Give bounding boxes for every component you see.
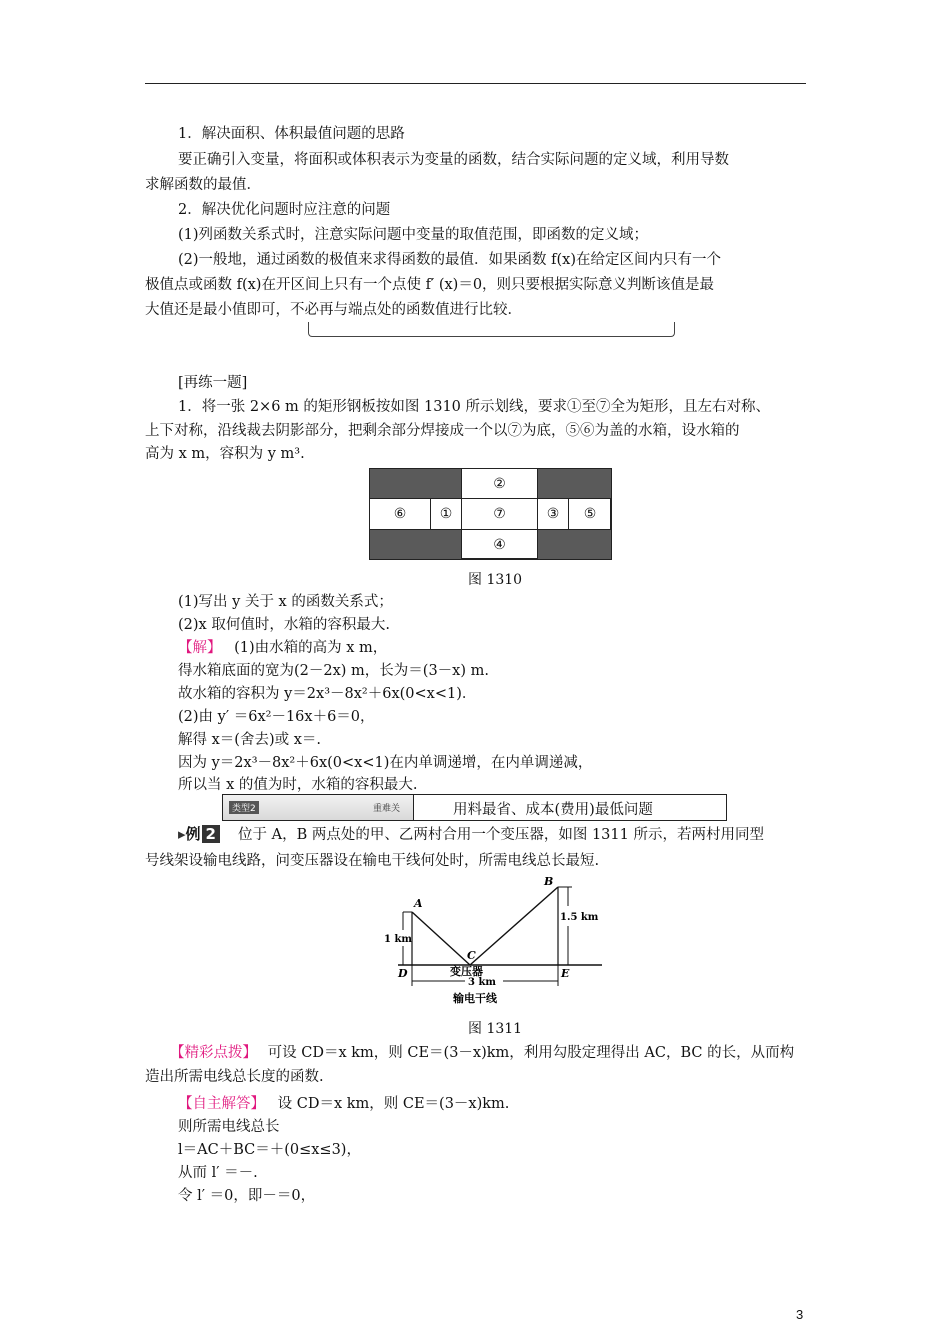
self-line-1: [178, 1094, 509, 1114]
self-step-3: l＝AC＋BC＝＋(0≤x≤3)，: [178, 1142, 361, 1158]
type-tag-secondary: 重难关: [373, 804, 401, 814]
label-a: A: [414, 897, 423, 910]
solution-step-6: 因为 y＝2x³－8x²＋6x(0<x<1)在内单调递增，在内单调递减，: [178, 755, 593, 771]
cell-3: ③: [537, 498, 569, 530]
example-icon-text: 例: [185, 825, 201, 843]
shaded-corner-bottom-right: [537, 529, 612, 560]
cell-4: ④: [461, 529, 538, 560]
type-tag: 类型2: [229, 801, 259, 814]
page-number: 3: [796, 1307, 804, 1322]
solution-step-2: 得水箱底面的宽为(2－2x) m，长为＝(3－x) m.: [178, 663, 489, 679]
self-step-5: 令 l′ ＝0，即－＝0，: [178, 1188, 316, 1204]
type-title: 用料最省、成本(费用)最低问题: [453, 802, 653, 818]
section-bracket: [308, 322, 675, 337]
example-text-a: 位于 A，B 两点处的甲、乙两村合用一个变压器，如图 1311 所示，若两村用同型: [238, 827, 764, 843]
p1-text-a: 要正确引入变量，将面积或体积表示为变量的函数，结合实际问题的定义域，利用导数: [178, 152, 729, 168]
solution-line-1: [178, 638, 387, 658]
type-banner: [222, 794, 727, 821]
shaded-corner-top-left: [369, 468, 462, 499]
width-label: 3 km: [468, 977, 496, 988]
cell-7: ⑦: [461, 498, 538, 530]
example-icon: ▸例 2: [178, 823, 220, 843]
practice-question-b: 上下对称，沿线裁去阴影部分，把剩余部分焊接成一个以⑦为底，⑤⑥为盖的水箱，设水箱的: [145, 423, 740, 439]
solution-step-1: (1)由水箱的高为 x m，: [234, 640, 388, 656]
self-step-4: 从而 l′ ＝－.: [178, 1165, 258, 1181]
hint-text-a: 可设 CD＝x km，则 CE＝(3－x)km，利用勾股定理得出 AC，BC 的长，从而构: [267, 1045, 795, 1061]
shaded-corner-bottom-left: [369, 529, 462, 560]
example-number: 2: [202, 825, 220, 843]
p2-item-2a: (2)一般地，通过函数的极值来求得函数的最值．如果函数 f(x)在给定区间内只有一个: [178, 252, 722, 268]
transformer-label: 变压器: [450, 965, 483, 978]
steel-plate-figure: [369, 468, 611, 559]
label-e: E: [561, 967, 570, 980]
cell-2: ②: [461, 468, 538, 499]
power-line-figure: [370, 874, 610, 1009]
self-step-2: 则所需电线总长: [178, 1119, 280, 1135]
example-text-b: 号线架设输电线路，问变压器设在输电干线何处时，所需电线总长最短.: [145, 853, 600, 869]
solution-label: 【解】: [178, 640, 222, 656]
right-height-label: 1.5 km: [560, 912, 599, 923]
p2-item-2b: 极值点或函数 f(x)在开区间上只有一个点使 f′ (x)＝0，则只要根据实际意义判断该值是最: [145, 277, 715, 293]
self-step-1: 设 CD＝x km，则 CE＝(3－x)km.: [277, 1096, 510, 1112]
solution-step-4: (2)由 y′ ＝6x²－16x＋6＝0，: [178, 709, 375, 725]
label-d: D: [398, 967, 408, 980]
cell-1: ①: [430, 498, 462, 530]
solution-step-3: 故水箱的容积为 y＝2x³－8x²＋6x(0<x<1)．: [178, 686, 477, 702]
type-banner-tab: [223, 795, 414, 820]
figure-1310-caption: 图 1310: [468, 572, 523, 588]
label-c: C: [467, 949, 476, 962]
p1-title: 1．解决面积、体积最值问题的思路: [178, 126, 405, 142]
self-label: 【自主解答】: [178, 1096, 265, 1112]
hint-text-b: 造出所需电线总长度的函数.: [145, 1069, 324, 1085]
solution-step-7: 所以当 x 的值为时，水箱的容积最大.: [178, 777, 418, 793]
header-rule: [145, 83, 806, 84]
cell-5: ⑤: [568, 498, 612, 530]
wire-ac: [412, 912, 470, 965]
p2-item-1: (1)列函数关系式时，注意实际问题中变量的取值范围，即函数的定义域；: [178, 227, 649, 243]
shaded-corner-top-right: [537, 468, 612, 499]
main-line-label: 输电干线: [453, 992, 497, 1005]
practice-question-c: 高为 x m，容积为 y m³.: [145, 446, 305, 462]
p1-text-b: 求解函数的最值．: [145, 177, 261, 193]
solution-step-5: 解得 x＝(舍去)或 x＝.: [178, 732, 321, 748]
label-b: B: [544, 875, 554, 888]
practice-question-a: 1．将一张 2×6 m 的矩形钢板按如图 1310 所示划线，要求①至⑦全为矩形，且左右对称、: [178, 399, 771, 415]
hint-line-a: [170, 1043, 794, 1063]
hint-label: 【精彩点拨】: [170, 1045, 257, 1061]
figure-1311-caption: 图 1311: [468, 1021, 523, 1037]
p2-title: 2．解决优化问题时应注意的问题: [178, 202, 391, 218]
left-height-label: 1 km: [384, 934, 412, 945]
p2-item-2c: 大值还是最小值即可，不必再与端点处的函数值进行比较．: [145, 302, 522, 318]
question-2: (2)x 取何值时，水箱的容积最大.: [178, 617, 390, 633]
practice-heading: [再练一题]: [178, 375, 248, 391]
question-1: (1)写出 y 关于 x 的函数关系式；: [178, 594, 393, 610]
wire-cb: [470, 887, 558, 965]
cell-6: ⑥: [369, 498, 431, 530]
